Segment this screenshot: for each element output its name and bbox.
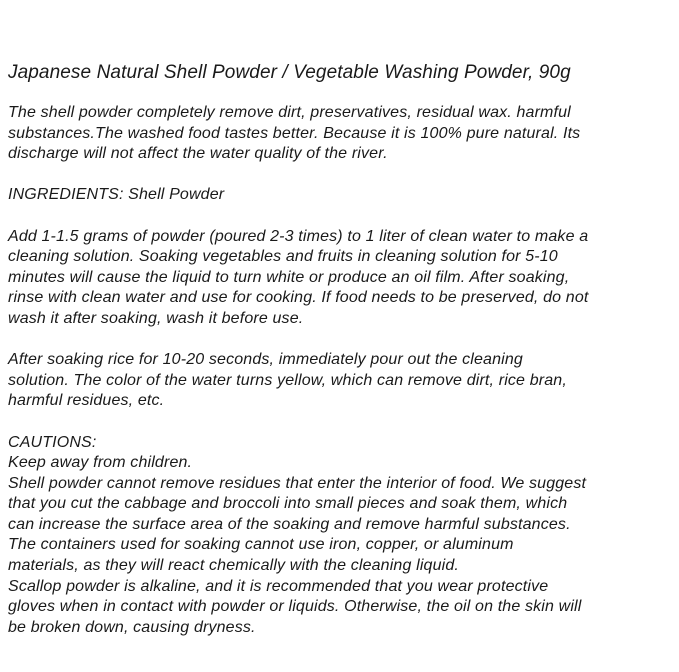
rice-paragraph: [8, 350, 676, 412]
intro-paragraph: [8, 103, 676, 165]
caution-line: Keep away from children.: [8, 454, 193, 472]
intro-line: substances.The washed food tastes better. Because it is 100% pure natural. Its: [8, 124, 581, 142]
caution-line: that you cut the cabbage and broccoli into small pieces and soak them, which: [8, 495, 568, 513]
caution-line: gloves when in contact with powder or liquids. Otherwise, the oil on the skin will: [8, 598, 582, 616]
usage-line: cleaning solution. Soaking vegetables and fruits in cleaning solution for 5-10: [8, 248, 558, 266]
usage-line: Add 1-1.5 grams of powder (poured 2-3 times) to 1 liter of clean water to make a: [8, 227, 589, 245]
caution-line: The containers used for soaking cannot use iron, copper, or aluminum: [8, 536, 514, 554]
product-description: [8, 61, 676, 659]
usage-line: wash it after soaking, wash it before use.: [8, 309, 304, 327]
rice-line: After soaking rice for 10-20 seconds, immediately pour out the cleaning: [8, 351, 523, 369]
usage-paragraph: [8, 227, 676, 330]
page-title: Japanese Natural Shell Powder / Vegetable Washing Powder, 90g: [8, 62, 571, 83]
caution-line: materials, as they will react chemically with the cleaning liquid.: [8, 557, 459, 575]
ingredients-paragraph: [8, 185, 676, 206]
caution-line: Shell powder cannot remove residues that enter the interior of food. We suggest: [8, 474, 587, 492]
usage-line: minutes will cause the liquid to turn white or produce an oil film. After soaking,: [8, 268, 570, 286]
usage-line: rinse with clean water and use for cooking. If food needs to be preserved, do not: [8, 289, 589, 307]
cautions-paragraph: [8, 433, 676, 639]
rice-line: harmful residues, etc.: [8, 392, 165, 410]
caution-line: can increase the surface area of the soaking and remove harmful substances.: [8, 515, 571, 533]
ingredients-line: INGREDIENTS: Shell Powder: [8, 186, 225, 204]
rice-line: solution. The color of the water turns yellow, which can remove dirt, rice bran,: [8, 371, 567, 389]
intro-line: The shell powder completely remove dirt, preservatives, residual wax. harmful: [8, 104, 571, 121]
intro-line: discharge will not affect the water quality of the river.: [8, 145, 388, 163]
caution-line: be broken down, causing dryness.: [8, 618, 256, 636]
caution-line: Scallop powder is alkaline, and it is recommended that you wear protective: [8, 577, 549, 595]
cautions-heading: CAUTIONS:: [8, 433, 97, 451]
